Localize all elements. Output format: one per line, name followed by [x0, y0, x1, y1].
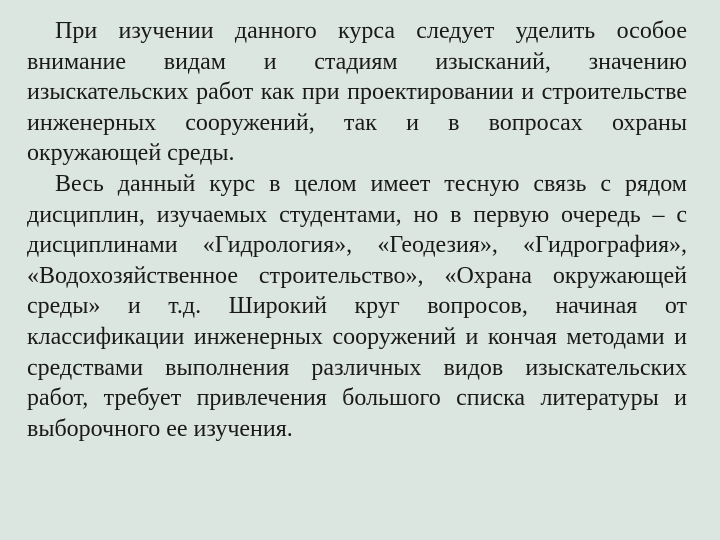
paragraph-related-disciplines: Весь данный курс в целом имеет тесную связь с рядом дисциплин, изучаемых студентами, но в первую очередь – с дисциплинами «Гидрология», «Геодезия», «Гидрография», «Водохозяйственное строительство», «Охрана окружающей среды» и т.д. Широкий круг вопросов, начиная от классификации инженерных сооружений и кончая методами и средствами выполнения различных видов изыскательских работ, требует привлечения большого списка литературы и выборочного ее изучения. — [27, 170, 687, 442]
paragraph-course-focus: При изучении данного курса следует уделить особое внимание видам и стадиям изысканий, значению изыскательских работ как при проектировании и строительстве инженерных сооружений, так и в вопросах охраны окружающей среды. — [27, 18, 687, 167]
text-block — [27, 16, 687, 444]
